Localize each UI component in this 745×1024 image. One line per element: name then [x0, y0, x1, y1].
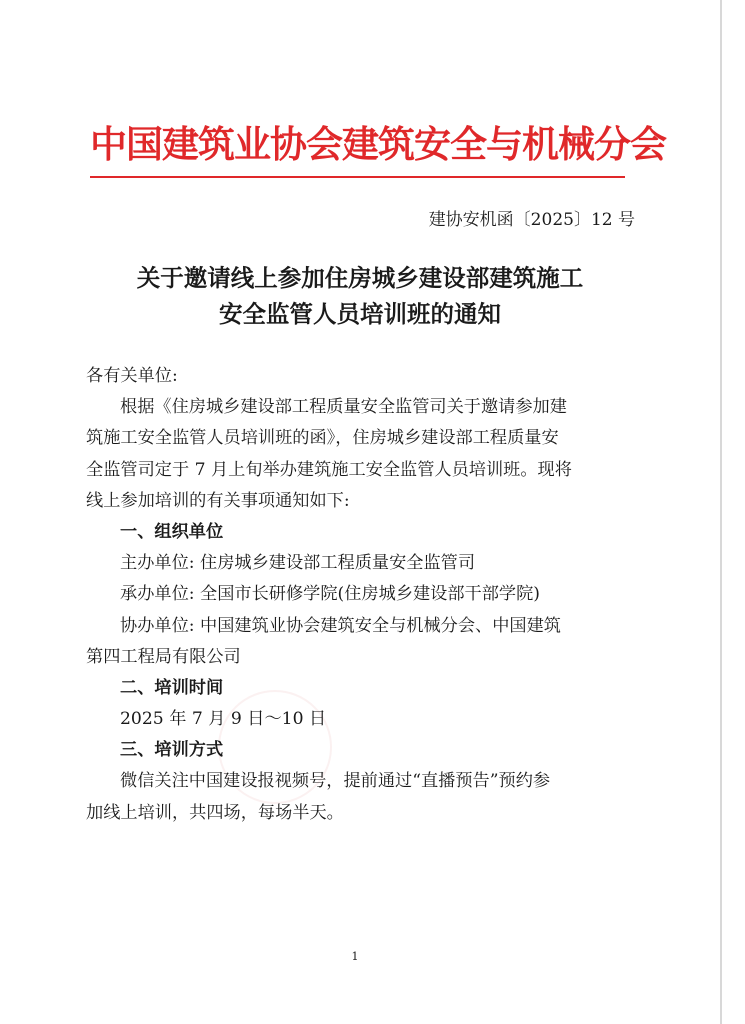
- notice-title: [80, 260, 640, 332]
- section-heading-training-method: 三、培训方式: [120, 740, 224, 761]
- section-heading-training-time: 二、培训时间: [120, 677, 224, 698]
- organizer-unit: 承办单位: 全国市长研修学院(住房城乡建设部干部学院): [120, 584, 540, 605]
- intro-line-2: 筑施工安全监管人员培训班的函》，住房城乡建设部工程质量安: [86, 428, 559, 449]
- intro-line-3: 全监管司定于 7 月上旬举办建筑施工安全监管人员培训班。现将: [86, 459, 572, 480]
- intro-line-1: 根据《住房城乡建设部工程质量安全监管司关于邀请参加建: [120, 397, 567, 418]
- page-number: 1: [351, 950, 359, 963]
- section-heading-organizers: 一、组织单位: [120, 521, 224, 542]
- notice-title-line-1: 关于邀请线上参加住房城乡建设部建筑施工: [136, 264, 584, 292]
- document-number: 建协安机函〔2025〕12 号: [428, 210, 635, 230]
- training-method-line-1: 微信关注中国建设报视频号，提前通过“直播预告”预约参: [120, 771, 551, 792]
- scan-edge-line: [720, 0, 722, 1024]
- co-organizer-unit-line-1: 协办单位: 中国建筑业协会建筑安全与机械分会、中国建筑: [120, 615, 561, 636]
- host-unit: 主办单位: 住房城乡建设部工程质量安全监管司: [120, 553, 476, 574]
- salutation: 各有关单位:: [86, 366, 178, 386]
- training-date: 2025 年 7 月 9 日～10 日: [120, 709, 327, 730]
- notice-title-line-2: 安全监管人员培训班的通知: [219, 300, 501, 328]
- red-divider-line: [90, 176, 625, 178]
- masthead-organization: 中国建筑业协会建筑安全与机械分会: [90, 122, 666, 166]
- co-organizer-unit-line-2: 第四工程局有限公司: [86, 646, 241, 667]
- training-method-line-2: 加线上培训，共四场，每场半天。: [86, 802, 344, 823]
- notice-body: [86, 361, 634, 829]
- intro-line-4: 线上参加培训的有关事项通知如下:: [86, 490, 350, 511]
